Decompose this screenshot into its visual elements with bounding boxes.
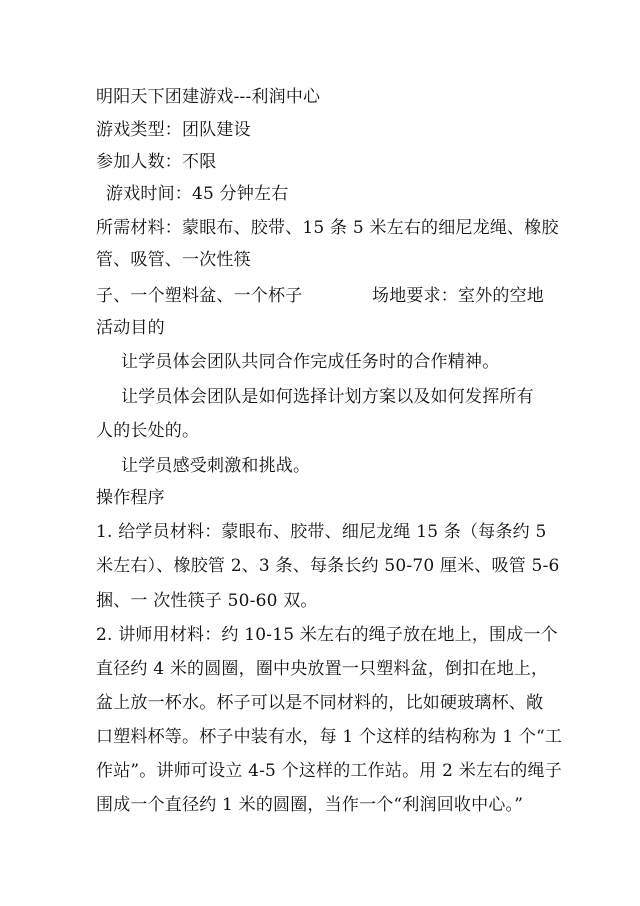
materials-line-2: 管、吸管、一次性筷	[96, 250, 251, 270]
venue-requirement: 场地要求：室外的空地	[372, 286, 544, 306]
document-title: 明阳天下团建游戏---利润中心	[96, 87, 321, 107]
materials-line-1: 所需材料：蒙眼布、胶带、15 条 5 米左右的细尼龙绳、橡胶	[96, 218, 559, 238]
game-type: 游戏类型：团队建设	[96, 120, 251, 140]
step-1-line-2: 米左右）、橡胶管 2、3 条、每条长约 50-70 厘米、吸管 5-6	[96, 556, 560, 576]
purpose-item-3: 让学员感受刺激和挑战。	[121, 456, 311, 476]
participants: 参加人数：不限	[96, 152, 217, 172]
step-1-line-3: 捆、一 次性筷子 50-60 双。	[96, 591, 318, 611]
step-2-line-4: 口塑料杯等。杯子中装有水，每 1 个这样的结构称为 1 个“工	[96, 727, 563, 747]
procedure-heading: 操作程序	[96, 488, 165, 508]
game-time: 游戏时间：45 分钟左右	[106, 184, 289, 204]
step-2-line-1: 2. 讲师用材料：约 10-15 米左右的绳子放在地上，围成一个	[96, 625, 558, 645]
purpose-item-1: 让学员体会团队共同合作完成任务时的合作精神。	[121, 352, 500, 372]
purpose-item-2-line-2: 人的长处的。	[96, 421, 200, 441]
step-2-line-6: 围成一个直径约 1 米的圆圈，当作一个“利润回收中心。”	[96, 795, 524, 815]
step-2-line-2: 直径约 4 米的圆圈，圈中央放置一只塑料盆，倒扣在地上，	[96, 659, 549, 679]
purpose-item-2-line-1: 让学员体会团队是如何选择计划方案以及如何发挥所有	[121, 387, 534, 407]
step-1-line-1: 1. 给学员材料：蒙眼布、胶带、细尼龙绳 15 条（每条约 5	[96, 522, 547, 542]
step-2-line-5: 作站”。讲师可设立 4-5 个这样的工作站。用 2 米左右的绳子	[96, 761, 562, 781]
materials-line-3: 子、一个塑料盆、一个杯子	[96, 286, 303, 306]
purpose-heading: 活动目的	[96, 318, 165, 338]
step-2-line-3: 盆上放一杯水。杯子可以是不同材料的，比如硬玻璃杯、敞	[96, 693, 544, 713]
